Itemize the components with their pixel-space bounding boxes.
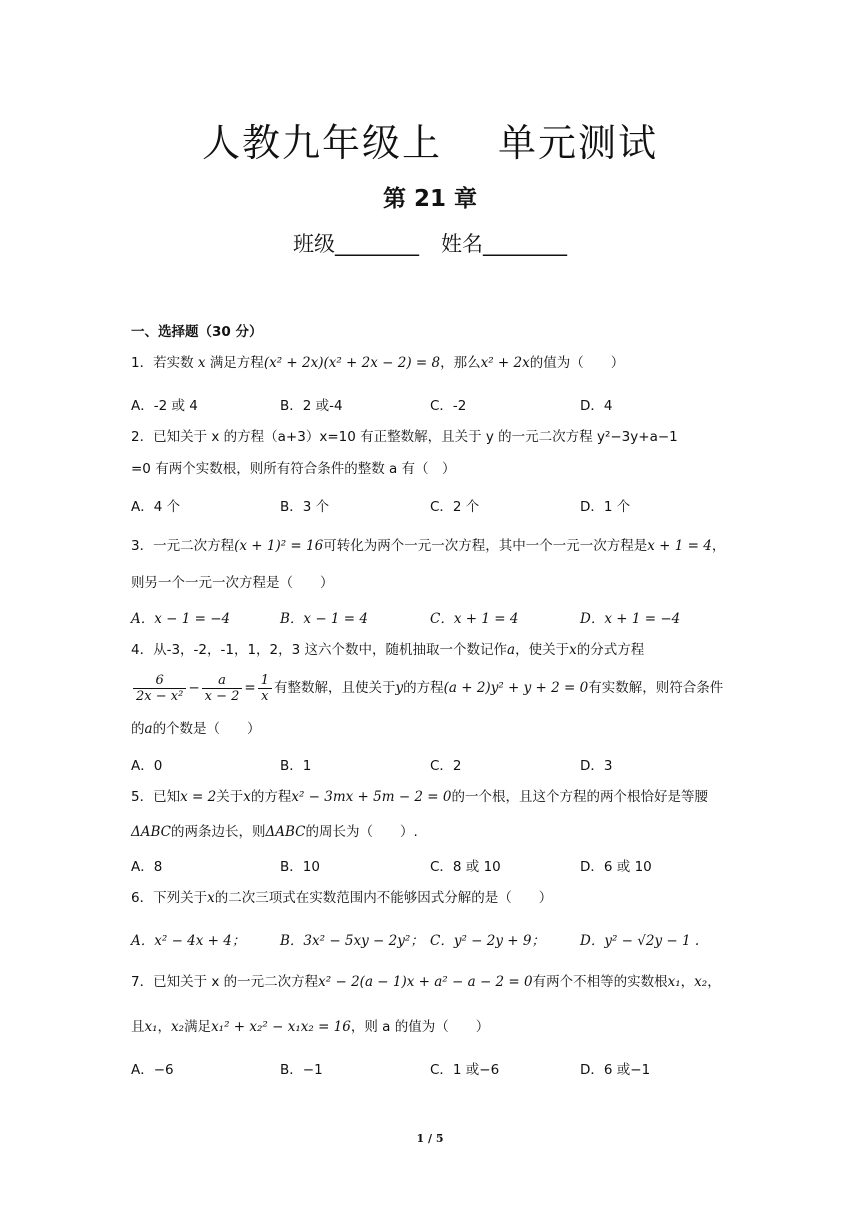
math-var: x: [243, 789, 251, 805]
question-5-options: [131, 855, 731, 875]
math-equation: x² − 2(a − 1)x + a² − a − 2 = 0: [318, 974, 533, 990]
question-7-line-1: [131, 972, 731, 992]
option-a[interactable]: A．−6: [131, 1062, 174, 1078]
math-equation: x₁² + x₂² − x₁x₂ = 16: [211, 1019, 351, 1035]
question-text: 的一个根，且这个方程的两个根恰好是等腰: [451, 789, 709, 805]
question-number: 1．: [131, 355, 154, 371]
question-6-options: [131, 929, 731, 949]
option-a[interactable]: A．-2 或 4: [131, 398, 198, 414]
question-3-line-1: [131, 536, 731, 556]
math-root: x₁: [144, 1019, 158, 1035]
question-text: 关于: [216, 789, 244, 805]
question-2-line-2: =0 有两个实数根，则所有符合条件的整数 a 有（ ）: [131, 461, 456, 477]
option-d[interactable]: D．x + 1 = −4: [580, 611, 681, 627]
question-text: 下列关于: [153, 890, 208, 906]
question-6: [131, 888, 731, 908]
math-var: y: [395, 680, 404, 696]
option-c[interactable]: C．2 个: [430, 499, 480, 515]
math-equation: (x + 1)² = 16: [234, 538, 324, 554]
math-root: x₂: [694, 974, 708, 990]
question-1-options: [131, 394, 731, 414]
question-text: 的周长为（ ）.: [305, 824, 418, 840]
title-left: 人教九年级上: [201, 121, 442, 165]
student-info-line: [0, 228, 860, 258]
option-a[interactable]: A．x² − 4x + 4；: [131, 933, 246, 949]
question-text: 的方程: [403, 680, 444, 696]
question-2-line-1: 2．已知关于 x 的方程（a+3）x=10 有正整数解，且关于 y 的一元二次方程 y²−3y+a−1: [131, 429, 678, 445]
question-4-line-2: [131, 671, 731, 705]
option-c[interactable]: C．8 或 10: [430, 859, 501, 875]
question-text: 的分式方程: [576, 642, 645, 658]
question-text: ，那么: [440, 355, 481, 371]
math-root: x₂: [171, 1019, 185, 1035]
question-number: 7．: [131, 974, 154, 990]
math-equation: x = 2: [180, 789, 217, 805]
question-text: 可转化为两个一元一次方程，其中一个一元一次方程是: [323, 538, 648, 554]
denominator: x: [261, 688, 269, 704]
numerator: 6: [133, 673, 186, 689]
option-d[interactable]: D．1 个: [580, 499, 631, 515]
math-var: x: [569, 642, 577, 658]
math-triangle: ΔABC: [131, 824, 171, 840]
question-number: 5．: [131, 789, 154, 805]
question-text: 若实数: [153, 355, 194, 371]
question-text: ，: [707, 974, 721, 990]
option-c[interactable]: C．1 或−6: [430, 1062, 500, 1078]
question-4-line-1: [131, 640, 731, 660]
option-c[interactable]: C．2: [430, 758, 462, 774]
option-d[interactable]: D．6 或−1: [580, 1062, 651, 1078]
question-7-options: [131, 1058, 731, 1078]
option-a[interactable]: A．4 个: [131, 499, 181, 515]
option-d[interactable]: D．3: [580, 758, 613, 774]
math-equation: x² − 3mx + 5m − 2 = 0: [291, 789, 452, 805]
question-text: 的个数是（ ）: [152, 721, 261, 737]
option-c[interactable]: C．y² − 2y + 9；: [430, 933, 545, 949]
option-d[interactable]: D．y² − √2y − 1 .: [580, 933, 700, 949]
denominator: x − 2: [204, 688, 240, 704]
question-text: 有整数解，且使关于: [273, 680, 396, 696]
page-title: [0, 112, 860, 167]
option-a[interactable]: A．8: [131, 859, 163, 875]
option-c[interactable]: C．-2: [430, 398, 467, 414]
question-text: 满足方程: [209, 355, 264, 371]
question-text: 的二次三项式在实数范围内不能够因式分解的是（ ）: [214, 890, 553, 906]
math-equation: (a + 2)y² + y + 2 = 0: [443, 680, 589, 696]
math-operator: −: [188, 680, 200, 696]
section-title: 一、选择题（30 分）: [131, 324, 263, 340]
question-text: 已知: [153, 789, 181, 805]
question-number: 6．: [131, 890, 154, 906]
fraction: [258, 673, 272, 704]
math-equation: x + 1 = 4: [647, 538, 712, 554]
option-a[interactable]: A．0: [131, 758, 163, 774]
option-b[interactable]: B．3x² − 5xy − 2y²；: [280, 933, 424, 949]
math-var: x: [197, 355, 206, 371]
option-b[interactable]: B．−1: [280, 1062, 323, 1078]
chapter-heading: 第 21 章: [382, 186, 478, 212]
fraction: [133, 673, 186, 704]
question-7-line-2: [131, 1017, 731, 1037]
question-text: 有两个不相等的实数根: [532, 974, 668, 990]
question-1: [131, 353, 731, 373]
question-text: ，: [711, 538, 726, 554]
question-text: ，: [680, 974, 695, 990]
question-text: ，则 a 的值为（ ）: [350, 1019, 490, 1035]
question-text: 且: [131, 1019, 145, 1035]
title-right: 单元测试: [498, 121, 659, 165]
denominator: 2x − x²: [136, 688, 184, 704]
question-text: 满足: [184, 1019, 212, 1035]
option-a[interactable]: A．x − 1 = −4: [131, 611, 231, 627]
math-var: a: [144, 721, 153, 737]
math-operator: =: [244, 680, 256, 696]
option-b[interactable]: B．x − 1 = 4: [280, 611, 369, 627]
fraction: [202, 673, 243, 704]
question-text: 一元二次方程: [153, 538, 235, 554]
option-c[interactable]: C．x + 1 = 4: [430, 611, 519, 627]
question-text: 的: [131, 721, 145, 737]
option-d[interactable]: D．6 或 10: [580, 859, 652, 875]
question-5-line-1: [131, 787, 731, 807]
math-var: a: [507, 642, 516, 658]
question-4-options: [131, 754, 731, 774]
name-label: 姓名________: [441, 232, 567, 256]
math-triangle: ΔABC: [265, 824, 306, 840]
numerator: 1: [258, 673, 272, 689]
class-label: 班级________: [293, 232, 419, 256]
question-2-options: [131, 495, 731, 515]
question-4-line-3: [131, 719, 731, 739]
math-root: x₁: [667, 974, 681, 990]
question-text: 的两条边长，则: [171, 824, 266, 840]
question-3-options: [131, 607, 731, 627]
question-text: 已知关于 x 的一元二次方程: [153, 974, 319, 990]
option-b[interactable]: B．10: [280, 859, 320, 875]
question-5-line-2: [131, 822, 731, 842]
option-d[interactable]: D．4: [580, 398, 613, 414]
math-expression: x² + 2x: [480, 355, 530, 371]
question-text: ，使关于: [515, 642, 570, 658]
math-equation: (x² + 2x)(x² + 2x − 2) = 8: [263, 355, 441, 371]
math-var: x: [207, 890, 215, 906]
page-number: 1 / 5: [416, 1132, 444, 1145]
question-text: 的值为（ ）: [529, 355, 625, 371]
option-b[interactable]: B．1: [280, 758, 312, 774]
question-text: 有实数解，则符合条件: [588, 680, 724, 696]
question-text: 4．从-3，-2，-1，1，2，3 这六个数中，随机抽取一个数记作: [131, 642, 508, 658]
option-b[interactable]: B．3 个: [280, 499, 330, 515]
numerator: a: [202, 673, 243, 689]
question-number: 3．: [131, 538, 154, 554]
option-b[interactable]: B．2 或-4: [280, 398, 343, 414]
question-text: 的方程: [250, 789, 292, 805]
question-3-line-2: 则另一个一元一次方程是（ ）: [131, 575, 334, 591]
question-text: ，: [157, 1019, 172, 1035]
